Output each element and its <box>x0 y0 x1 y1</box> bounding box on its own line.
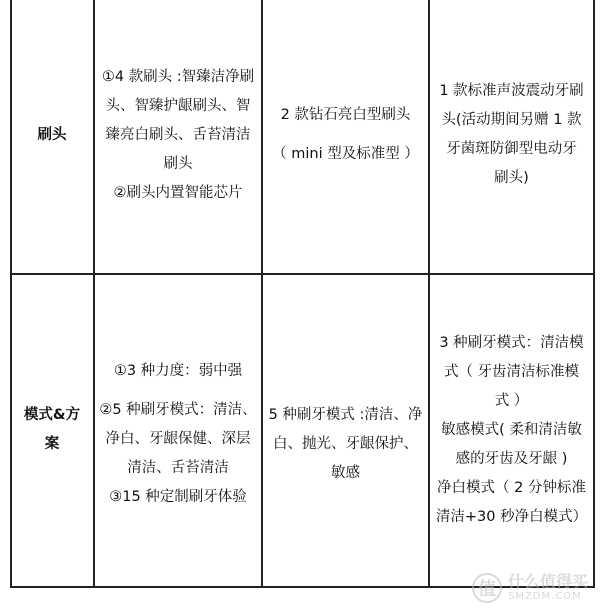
comparison-table <box>10 0 594 588</box>
watermark-text <box>508 573 588 603</box>
cell-line: ②刷头内置智能芯片 <box>113 184 243 201</box>
row-label-brush-head <box>10 0 94 274</box>
cell-brush-head-product-3 <box>429 0 594 274</box>
cell-line: ①4 款刷头 :智臻洁净刷 <box>101 68 255 85</box>
cell-line: 式（ 牙齿清洁标准模 <box>443 363 580 380</box>
cell-line: 式 ） <box>494 392 529 409</box>
cell-brush-head-product-1 <box>94 0 262 274</box>
cell-line: 1 款标准声波震动牙刷 <box>439 83 584 99</box>
cell-line: 净白模式（ 2 分钟标准 <box>437 479 586 496</box>
cell-line: ③15 种定制刷牙体验 <box>109 488 247 505</box>
label-line: 刷头 <box>37 126 67 143</box>
cell-line: 清洁、舌苔清洁 <box>127 459 229 476</box>
watermark-logo-icon: 值 <box>472 573 502 603</box>
cell-line: ②5 种刷牙模式：清洁、 <box>99 401 257 418</box>
cell-line: 5 种刷牙模式 :清洁、净 <box>268 406 423 423</box>
label-line: 案 <box>44 436 60 452</box>
cell-line: ①3 种力度：弱中强 <box>113 362 243 379</box>
label-line: 模式&方 <box>23 407 81 423</box>
cell-line: 刷头 <box>163 155 193 172</box>
watermark-text-en: SMZDM.COM <box>507 591 582 602</box>
cell-line: 牙菌斑防御型电动牙 <box>446 141 577 157</box>
cell-line: 头、智臻护龈刷头、智 <box>105 97 251 114</box>
cell-line: 白、抛光、牙龈保护、 <box>273 435 418 452</box>
cell-modes-product-2 <box>262 274 429 586</box>
cell-line: 3 种刷牙模式：清洁模 <box>439 334 584 351</box>
cell-line: 净白、牙龈保健、深层 <box>105 430 251 447</box>
cell-modes-product-1 <box>94 274 262 586</box>
cell-line: 头(活动期间另赠 1 款 <box>441 112 582 128</box>
cell-modes-product-3 <box>429 274 594 586</box>
cell-brush-head-product-2 <box>262 0 429 274</box>
cell-line: 2 款钻石亮白型刷头 <box>280 107 411 123</box>
cell-line: 清洁+30 秒净白模式） <box>435 508 588 525</box>
cell-line: 刷头) <box>494 170 529 186</box>
cell-line: 感的牙齿及牙龈 ) <box>455 450 568 467</box>
watermark-text-cn: 什么值得买 <box>507 572 588 591</box>
row-label-modes <box>10 274 94 586</box>
cell-line: （ mini 型及标准型 ） <box>272 146 419 162</box>
site-watermark <box>472 573 588 603</box>
cell-line: 臻亮白刷头、舌苔清洁 <box>105 126 251 143</box>
cell-line: 敏感 <box>331 464 360 481</box>
cell-line: 敏感模式( 柔和清洁敏 <box>441 421 582 438</box>
